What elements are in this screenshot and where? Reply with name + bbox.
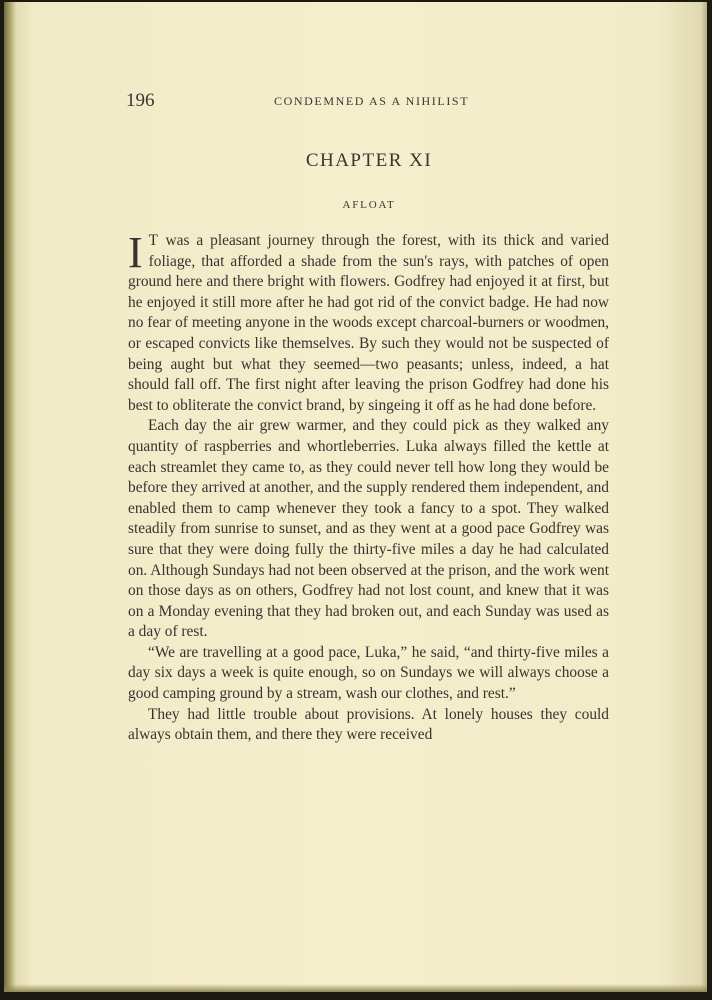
chapter-title: CHAPTER XI bbox=[305, 150, 433, 171]
paragraph-text: was a pleasant journey through the forest, with its thick and varied foliage, that afforded a shade from the sun's rays, with patches of open ground here and there bright with flowers. Godfrey had enjoyed it at first, but he enjoyed it still more after he had got rid of the convict badge. He had now no fear of meeting anyone in the woods except charcoal-burners or woodmen, or escaped convicts like themselves. By such they would not be suspected of being aught but what they seemed—two peasants; unless, indeed, a hat should fall off. The first night after leaving the prison Godfrey had done his best to obliterate the convict brand, by singeing it off as he had done before. bbox=[128, 232, 609, 414]
paragraph-1 bbox=[128, 228, 609, 416]
running-title: CONDEMNED AS A NIHILIST bbox=[274, 94, 470, 108]
book-page bbox=[4, 2, 707, 992]
page-gutter-shadow bbox=[4, 2, 16, 992]
page-number: 196 bbox=[126, 90, 155, 111]
paragraph-3: “We are travelling at a good pace, Luka,” he said, “and thirty-five miles a day six days a week is quite enough, so on Sundays we will always choose a good camping ground by a stream, wash our clothes, and rest.” bbox=[128, 643, 609, 703]
drop-cap: I bbox=[128, 228, 143, 277]
page-bottom-edge bbox=[4, 984, 707, 992]
running-head bbox=[126, 90, 612, 112]
paragraph-2: Each day the air grew warmer, and they could pick as they walked any quantity of raspberries and whortleberries. Luka always filled the kettle at each streamlet they came to, as they could never tell how long they would be before they arrived at another, and the supply rendered them independent, and enabled them to camp whenever they took a fancy to a spot. They walked steadily from sunrise to sunset, and as they went at a good pace Godfrey was sure that they were doing fully the thirty-five miles a day he had calculated on. Although Sundays had not been observed at the prison, and the work went on those days as on others, Godfrey had not lost count, and knew that it was on a Monday evening that they had broken out, and each Sunday was used as a day of rest. bbox=[128, 417, 609, 641]
body-text bbox=[128, 228, 609, 746]
paragraph-4: They had little trouble about provisions. At lonely houses they could always obtain them, and there they were received bbox=[128, 705, 609, 744]
page-right-edge bbox=[701, 2, 707, 992]
chapter-subtitle: AFLOAT bbox=[342, 199, 396, 211]
paragraph-lead: T bbox=[148, 232, 159, 249]
